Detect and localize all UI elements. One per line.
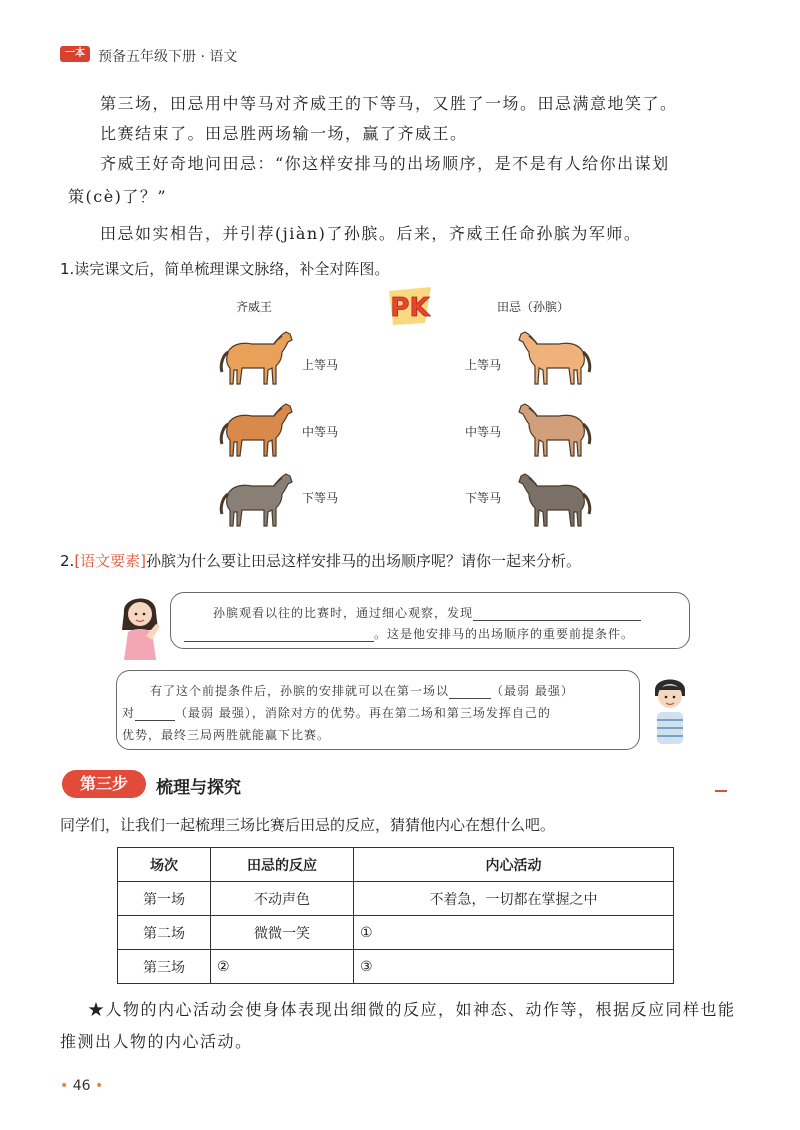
table-header: 内心活动 bbox=[354, 848, 674, 882]
page-number: • 46 • bbox=[60, 1078, 104, 1094]
right-side-title: 田忌（孙膑） bbox=[497, 300, 570, 314]
publisher-logo: 一本 bbox=[60, 46, 90, 62]
right-horse-label: 上等马 bbox=[465, 358, 502, 372]
horse-icon bbox=[218, 330, 298, 390]
bubble-1-line-1: 孙膑观看以往的比赛时，通过细心观察，发现 bbox=[213, 604, 641, 621]
table-cell: 微微一笑 bbox=[211, 916, 354, 950]
horse-icon bbox=[513, 472, 593, 532]
left-side-title: 齐威王 bbox=[236, 300, 273, 314]
girl-avatar-icon bbox=[116, 590, 164, 660]
horse-icon bbox=[218, 472, 298, 532]
table-row bbox=[118, 950, 674, 984]
table-cell: 第二场 bbox=[118, 916, 211, 950]
story-paragraph: 齐威王好奇地问田忌：“你这样安排马的出场顺序，是不是有人给你出谋划 bbox=[100, 154, 670, 173]
story-paragraph: 比赛结束了。田忌胜两场输一场，赢了齐威王。 bbox=[100, 124, 468, 143]
horse-icon bbox=[218, 402, 298, 462]
bubble-2-line-2: 对 （最弱 最强），消除对方的优势。再在第二场和第三场发挥自己的 bbox=[122, 706, 551, 720]
answer-blank[interactable] bbox=[184, 627, 374, 642]
question-text: 孙膑为什么要让田忌这样安排马的出场顺序呢？请你一起来分析。 bbox=[146, 552, 582, 570]
decor-mark bbox=[715, 790, 727, 792]
question-1: 1.读完课文后，简单梳理课文脉络，补全对阵图。 bbox=[60, 260, 390, 278]
answer-blank[interactable] bbox=[473, 606, 641, 621]
table-header: 田忌的反应 bbox=[211, 848, 354, 882]
book-title: 预备五年级下册 · 语文 bbox=[98, 49, 238, 65]
table-row bbox=[118, 916, 674, 950]
story-paragraph: 第三场，田忌用中等马对齐威王的下等马，又胜了一场。田忌满意地笑了。 bbox=[100, 94, 678, 113]
section-intro: 同学们，让我们一起梳理三场比赛后田忌的反应，猜猜他内心在想什么吧。 bbox=[60, 816, 556, 834]
left-horse-label: 下等马 bbox=[302, 491, 339, 505]
pk-icon bbox=[385, 285, 435, 327]
table-header-row bbox=[118, 848, 674, 882]
step-badge: 第三步 bbox=[62, 770, 146, 798]
question-2 bbox=[60, 550, 581, 571]
story-paragraph: 田忌如实相告，并引荐(jiàn)了孙膑。后来，齐威王任命孙膑为军师。 bbox=[100, 224, 642, 243]
left-horse-label: 中等马 bbox=[302, 425, 339, 439]
reaction-table bbox=[117, 847, 674, 984]
bubble-2-line-1: 有了这个前提条件后，孙膑的安排就可以在第一场以 （最弱 最强） bbox=[150, 684, 574, 698]
bubble-2-line-3: 优势，最终三局两胜就能赢下比赛。 bbox=[122, 728, 331, 742]
left-horse-label: 上等马 bbox=[302, 358, 339, 372]
svg-text:PK: PK bbox=[390, 293, 430, 323]
section-title: 梳理与探究 bbox=[156, 778, 241, 798]
table-header: 场次 bbox=[118, 848, 211, 882]
bubble-1-line-2: 。这是他安排马的出场顺序的重要前提条件。 bbox=[184, 625, 634, 642]
table-cell-answer[interactable]: ② bbox=[211, 950, 354, 984]
horse-icon bbox=[513, 330, 593, 390]
right-horse-label: 中等马 bbox=[465, 425, 502, 439]
boy-avatar-icon bbox=[645, 672, 695, 744]
table-cell-answer[interactable]: ① bbox=[354, 916, 674, 950]
right-horse-label: 下等马 bbox=[465, 491, 502, 505]
answer-blank[interactable] bbox=[449, 684, 491, 699]
story-paragraph: 策(cè)了？” bbox=[68, 187, 168, 206]
tip-line: 推测出人物的内心活动。 bbox=[60, 1032, 253, 1051]
horse-icon bbox=[513, 402, 593, 462]
table-cell: 不动声色 bbox=[211, 882, 354, 916]
tip-line: ★人物的内心活动会使身体表现出细微的反应，如神态、动作等，根据反应同样也能 bbox=[88, 1000, 736, 1019]
table-cell: 不着急，一切都在掌握之中 bbox=[354, 882, 674, 916]
answer-blank[interactable] bbox=[135, 706, 175, 721]
table-cell: 第三场 bbox=[118, 950, 211, 984]
table-row bbox=[118, 882, 674, 916]
table-cell-answer[interactable]: ③ bbox=[354, 950, 674, 984]
element-tag: [语文要素] bbox=[74, 552, 147, 570]
question-number: 2. bbox=[60, 552, 75, 570]
table-cell: 第一场 bbox=[118, 882, 211, 916]
